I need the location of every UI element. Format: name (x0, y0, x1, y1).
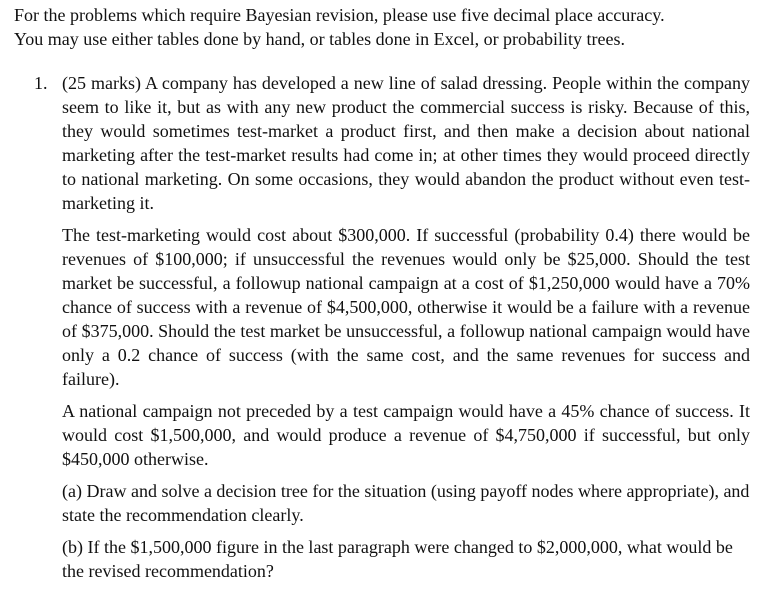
problem-paragraph-test-market: The test-marketing would cost about $300,000. If successful (probability 0.4) there would be revenues of $100,000; if unsuccessful the revenues would only be $25,000. Should the test market be successful, a followup national campaign at a cost of $1,250,000 would have a 70% chance of success with a revenue of $4,500,000, otherwise it would be a failure with a revenue of $375,000. Should the test market be unsuccessful, a followup national campaign would have only a 0.2 chance of success (with the same cost, and the same revenues for success and failure). (62, 225, 750, 389)
problem-part-a: (a) Draw and solve a decision tree for the situation (using payoff nodes where appropriate), and state the recommendation clearly. (62, 481, 750, 525)
instructions-line-1: For the problems which require Bayesian revision, please use five decimal place accuracy. (14, 5, 665, 25)
problem-paragraph-intro: (25 marks) A company has developed a new line of salad dressing. People within the company seem to like it, but as with any new product the commercial success is risky. Because of this, they would sometimes test-market a product first, and then make a decision about national marketing after the test-market results had come in; at other times they would proceed directly to national marketing. On some occasions, they would abandon the product without even test-marketing it. (62, 73, 750, 213)
problem-paragraph-national-campaign: A national campaign not preceded by a test campaign would have a 45% chance of success. It would cost $1,500,000, and would produce a revenue of $4,750,000 if successful, but only $450,000 otherwise. (62, 401, 750, 469)
problem-part-b: (b) If the $1,500,000 figure in the last paragraph were changed to $2,000,000, what would be the revised recommendation? (62, 537, 733, 581)
problem-1 (14, 71, 760, 583)
problem-number: 1. (34, 73, 48, 93)
instructions (14, 3, 760, 51)
instructions-line-2: You may use either tables done by hand, or tables done in Excel, or probability trees. (14, 29, 626, 49)
